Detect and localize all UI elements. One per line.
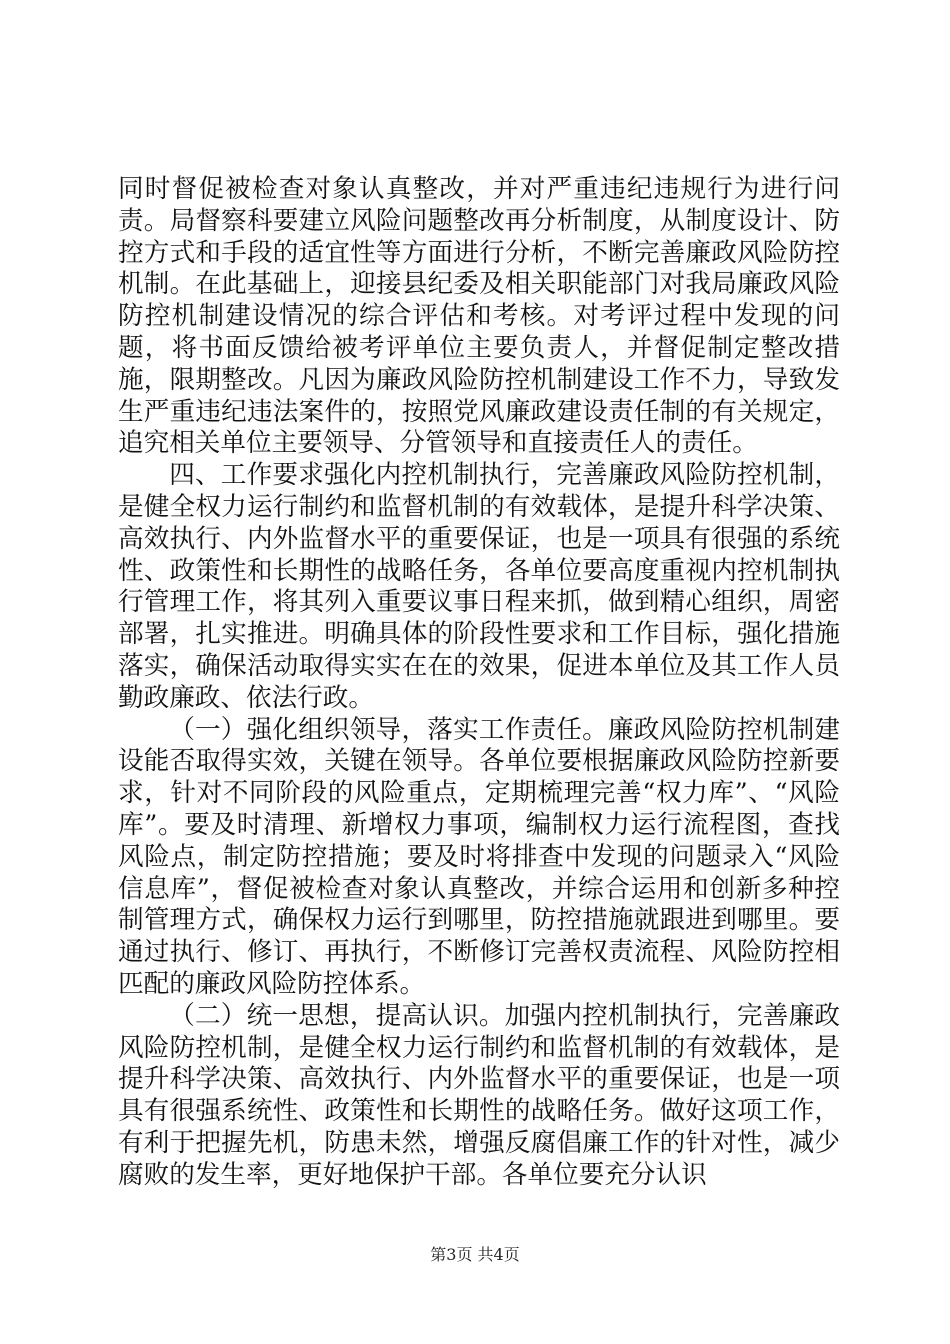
paragraph-section-two: （二）统一思想，提高认识。加强内控机制执行，完善廉政风险防控机制，是健全权力运行制约和监督机制的有效载体，是提升科学决策、高效执行、内外监督水平的重要保证，也是一项具有很强系统性、政策性和长期性的战略任务。做好这项工作，有利于把握先机，防患未然，增强反腐倡廉工作的针对性，减少腐败的发生率，更好地保护干部。各单位要充分认识 xyxy=(118,1000,840,1190)
paragraph-section-one: （一）强化组织领导，落实工作责任。廉政风险防控机制建设能否取得实效，关键在领导。各单位要根据廉政风险防控新要求，针对不同阶段的风险重点，定期梳理完善“权力库”、“风险库”。要及时清理、新增权力事项，编制权力运行流程图，查找风险点，制定防控措施；要及时将排查中发现的问题录入“风险信息库”，督促被检查对象认真整改，并综合运用和创新多种控制管理方式，确保权力运行到哪里，防控措施就跟进到哪里。要通过执行、修订、再执行，不断修订完善权责流程、风险防控相匹配的廉政风险防控体系。 xyxy=(118,714,840,999)
page-number-footer: 第3页 共4页 xyxy=(430,1245,520,1264)
document-body xyxy=(118,174,840,1192)
paragraph-continuation: 同时督促被检查对象认真整改，并对严重违纪违规行为进行问责。局督察科要建立风险问题整改再分析制度，从制度设计、防控方式和手段的适宜性等方面进行分析，不断完善廉政风险防控机制。在此基础上，迎接县纪委及相关职能部门对我局廉政风险防控机制建设情况的综合评估和考核。对考评过程中发现的问题，将书面反馈给被考评单位主要负责人，并督促制定整改措施，限期整改。凡因为廉政风险防控机制建设工作不力，导致发生严重违纪违法案件的，按照党风廉政建设责任制的有关规定，追究相关单位主要领导、分管领导和直接责任人的责任。 xyxy=(118,174,840,459)
paragraph-work-requirements: 四、工作要求强化内控机制执行，完善廉政风险防控机制，是健全权力运行制约和监督机制的有效载体，是提升科学决策、高效执行、内外监督水平的重要保证，也是一项具有很强的系统性、政策性和长期性的战略任务，各单位要高度重视内控机制执行管理工作，将其列入重要议事日程来抓，做到精心组织，周密部署，扎实推进。明确具体的阶段性要求和工作目标，强化措施落实，确保活动取得实实在在的效果，促进本单位及其工作人员勤政廉政、依法行政。 xyxy=(118,460,840,713)
